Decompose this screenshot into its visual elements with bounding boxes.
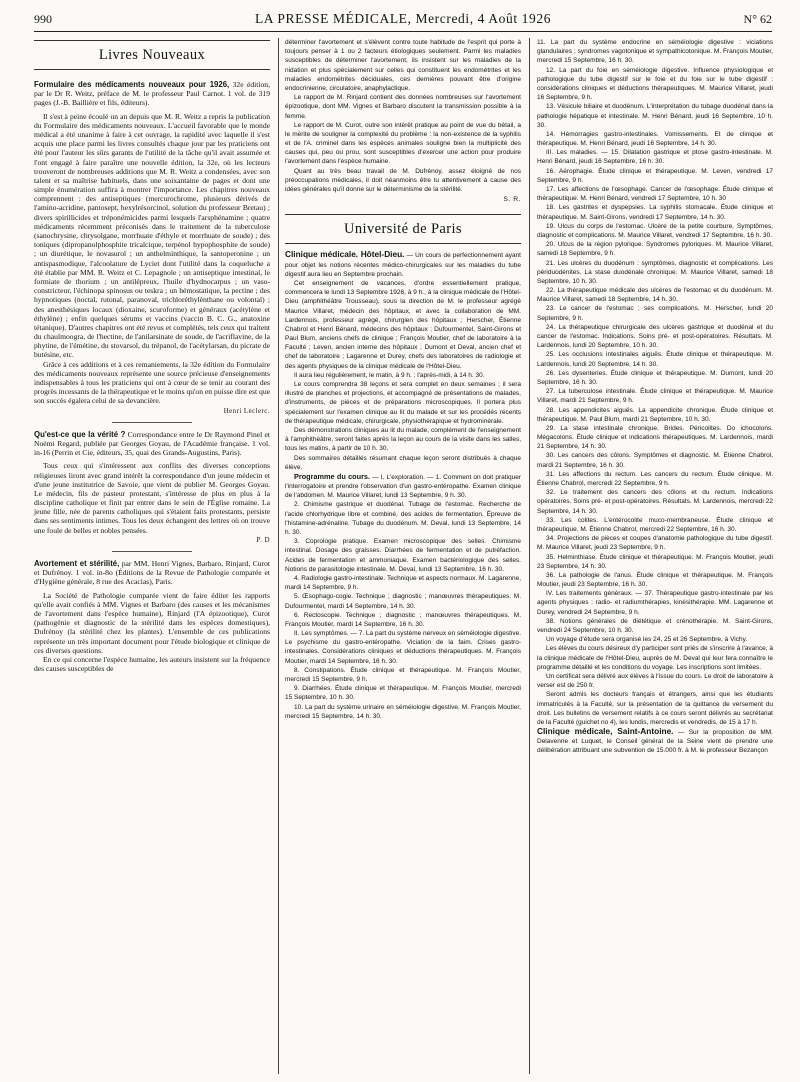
programme-item: 14. Hémorragies gastro-intestinales. Vomissements. Et de clinique et thérapeutique. M. Henri Bénard, jeudi 16 Septembre, 14 h. 30. [537, 130, 773, 148]
page-number: 990 [34, 12, 52, 26]
programme-item: 13. Vésicule biliaire et duodénum. L'interprétation du tubage duodénal dans la pathologie hépatique et intestinale. M. Henri Bénard, jeudi 16 Septembre, 10 h. 30. [537, 103, 773, 129]
page-header [34, 9, 772, 32]
programme-item: 25. Les occlusions intestinales aiguës. Étude clinique et thérapeutique. M. Lardennois, lundi 20 Septembre, 14 h. 30. [537, 351, 773, 368]
course-title: Clinique médicale, Saint-Antoine. [537, 726, 674, 737]
programme-item: 27. La tuberculose intestinale. Étude clinique et thérapeutique. M. Maurice Villaret, mardi 21 Septembre, 9 h. [537, 388, 773, 405]
course-paragraph: Cet enseignement de vacances, d'ordre essentiellement pratique, commencera le lundi 13 Septembre 1926, à 9 h., à la clinique médicale de l'Hôtel-Dieu (amphithéâtre Trousseau), sous la direction de M. le professeur agrégé Maurice Villaret, médecin des hôpitaux, et avec la collaboration de MM. Lardennois, professeur agrégé, chirurgien des hôpitaux ; Herscher, Étienne Chabrol et Henri Bénard, médecins des hôpitaux ; Dufourmentel, Saint-Girons et Paul Blum, anciens chefs de clinique ; François Moutier, chef de laboratoire à la Faculté ; Leven, ancien interne des hôpitaux ; Dumont et Deval, ancien chef et chef de laboratoire ; Lagarenne et Durey, chefs des laboratoires de radiologie et des agents physiques de la clinique médicale de l'Hôtel-Dieu. [285, 279, 521, 370]
review-continuation: déterminer l'avortement et s'élèvent contre toute habitude de l'esprit qui porte à toujours penser à 1 ou 2 facteurs étiologiques seulement. Parmi les maladies susceptibles de déterminer l'avortement, ils insistent sur les maladies de la nidation et plus spécialement sur celles qui constituent les endométrites et les maladies endométrites déciduales, ces dernières pouvant être d'origine endocrinienne, circulatoire, anaphylactique. [285, 39, 521, 92]
programme-item: 31. Les affections du rectum. Les cancers du rectum. Étude clinique. M. Étienne Chabrol, mercredi 22 Septembre, 9 h. [537, 470, 773, 487]
programme-item: 2. Chimisme gastrique et duodénal. Tubage de l'estomac. Recherche de l'acide chlorhydrique libre et combiné, des acides de fermentation. Épreuve de l'histamine-adrénaline. Tubage du duodénum. M. Deval, lundi 13 Septembre, 14 h. 30. [285, 501, 521, 536]
programme-item: 38. Notions générales de diététique et crénothérapie. M. Saint-Girons, vendredi 24 Septembre, 10 h. 30. [537, 617, 773, 634]
programme-item: 34. Projections de pièces et coupes d'anatomie pathologique du tube digestif. M. Maurice Villaret, jeudi 23 Septembre, 9 h. [537, 535, 773, 552]
programme-item: 21. Les ulcères du duodénum : symptômes, diagnostic et complications. Les périduodénites. La stase duodénale chronique. M. Maurice Villaret, samedi 18 Septembre, 10 h. 30. [537, 259, 773, 285]
column-rule-left [278, 38, 279, 1074]
programme-item: 10. La part du système urinaire en séméiologie digestive. M. François Moutier, mercredi 15 Septembre, 14 h. 30. [285, 703, 521, 720]
review-continuation: Le rapport de M. Rinjard contient des données nombreuses sur l'avortement épizootique, dont MM. Vignes et Barbaro discutent la transmission possible à la femme. [285, 94, 521, 120]
review-paragraph: Grâce à ces additions et à ces remaniements, la 32e édition du Formulaire des médicaments nouveaux représente une source précieuse d'enseignements indispensables à tous les praticiens qui ont à cœur de se tenir au courant des progrès incessants de la thérapeutique et le moins qu'on en puisse dire est que son succès égalera celui de sa devancière. [34, 359, 270, 406]
review-citation: par MM. Henri Vignes, Barbaro, Rinjard, Curot et Dufrénoy. 1 vol. in-8o (Éditions de la Revue de Pathologie comparée et d'Hygiène générale, 8 rue des Acacias), Paris. [34, 559, 270, 587]
review-continuation: Quant au très beau travail de M. Dufrénoy, assez éloigné de nos préoccupations médicales, il doit néanmoins être lu attentivement à cause des idées générales qu'il donne sur le déterminisme de la stérilité. [285, 167, 521, 193]
separator-line [112, 551, 192, 552]
course-paragraph: Des démonstrations cliniques au lit du malade, complément de l'enseignement à l'amphithéâtre, seront faites après la leçon au cours de la visite dans les salles, tous les matins, à partir de 10 h. 30. [285, 426, 521, 453]
column-rule-right [529, 38, 530, 1074]
column-left [34, 38, 270, 1074]
column-right [537, 38, 773, 1074]
issue-number: N° 62 [743, 12, 772, 26]
course-paragraph: Le cours comprendra 38 leçons et sera complet en deux semaines ; il sera illustré de planches et projections, et accompagné de présentations de malades, d'instruments, de pièces et de préparations microscopiques. Il portera plus spécialement sur l'examen clinique au lit du malade et sur les procédés récents de thérapeutique médicale, chirurgicale, physiothérapique et hydrominérale. [285, 381, 521, 425]
programme-item: 8. Constipations. Étude clinique et thérapeutique. M. François Moutier, mercredi 15 Septembre, 9 h. [285, 666, 521, 683]
programme-item: III. Les maladies. — 15. Dilatation gastrique et ptose gastro-intestinale. M. Henri Bénard, jeudi 16 Septembre, 16 h. 30. [537, 149, 773, 166]
programme-item: 18. Les gastrites et dyspepsies. La syphilis stomacale. Étude clinique et thérapeutique. M. Saint-Girons, vendredi 17 Septembre, 14 h. 30. [537, 204, 773, 221]
programme-item: 19. Ulcus du corps de l'estomac. Ulcère de la petite courbure. Symptômes, diagnostic et complications. M. Maurice Villaret, vendredi 17 Septembre, 16 h. 30. [537, 222, 773, 239]
masthead: LA PRESSE MÉDICALE, Mercredi, 4 Août 1926 [254, 11, 552, 26]
programme-item: II. Les symptômes. — 7. La part du système nerveux en séméiologie digestive. Le psychisme du gastro-entéropathe. Viciation de la faim. Crises gastro-intestinales. Considérations cliniques et déductions thérapeutiques. M. François Moutier, mardi 14 Septembre, 16 h. 30. [285, 630, 521, 665]
course-intro: — Un cours de perfectionnement ayant pour objet les notions récentes médico-chirurgicales sur les maladies du tube digestif aura lieu en Septembre prochain. [285, 252, 521, 278]
programme-item: 9. Diarrhées. Étude clinique et thérapeutique. M. François Moutier, mercredi 15 Septembre, 10 h. 30. [285, 685, 521, 702]
separator-line [112, 422, 192, 423]
course-heading-hotel-dieu [285, 250, 521, 279]
programme-item: 36. La pathologie de l'anus. Étude clinique et thérapeutique. M. François Moutier, jeudi 23 Septembre, 16 h. 30. [537, 571, 773, 589]
programme-item: Programme du cours. — I. L'exploration. — 1. Comment on doit pratiquer l'interrogatoire et prendre l'observation d'un gastro-entéropathe. Examen clinique de l'abdomen. M. Maurice Villaret, lundi 13 Septembre, 9 h. 30. [285, 471, 521, 500]
review-citation: 32e édition, par le Dr R. Weitz, préface de M. le professeur Paul Carnot. 1 vol. de 319 pages (J.-B. Baillière et fils, éditeurs). [34, 80, 270, 108]
programme-item: 35. Helminthiase. Étude clinique et thérapeutique. M. François Moutier, jeudi 23 Septembre, 14 h. 30. [537, 553, 773, 570]
review-heading-avortement [34, 559, 270, 587]
programme-item: 17. Les affections de l'œsophage. Cancer de l'œsophage. Étude clinique et thérapeutique. M. Henri Bénard, vendredi 17 Septembre, 10 h. 30 [537, 186, 773, 203]
programme-label: Programme du cours. [294, 471, 371, 481]
programme-item: 24. La thérapeutique chirurgicale des ulcères gastrique et duodénal et du cancer de l'estomac. Indications. Soins pré- et post-opératoires. Résultats. M. Lardennois, lundi 20 Septembre, 10 h. 30. [537, 323, 773, 350]
programme-item: 33. Les colites. L'entérocolite muco-membraneuse. Étude clinique et thérapeutique. M. Étienne Chabrol, mercredi 22 Septembre, 16 h. 30. [537, 516, 773, 533]
review-signature: P. D [256, 536, 270, 544]
section-title-universite: Université de Paris [285, 214, 521, 244]
course-note: Les élèves du cours désireux d'y participer sont priés de s'inscrire à l'avance, à la clinique médicale de l'Hôtel-Dieu, auprès de M. Deval qui leur fera connaître le programme détaillé et les conditions du voyage. Les inscriptions sont limitées. [537, 645, 773, 671]
course-paragraph: Il aura lieu régulièrement, le matin, à 9 h. ; l'après-midi, à 14 h. 30. [294, 371, 485, 379]
review-signature: S. R. [503, 196, 521, 204]
course-note: Un certificat sera délivré aux élèves à l'issue du cours. Le droit de laboratoire à verser est de 250 fr. [537, 672, 773, 690]
programme-item: 4. Radiologie gastro-intestinale. Technique et aspects normaux. M. Lagarenne, mardi 14 Septembre, 9 h. [285, 574, 521, 592]
course-note: Seront admis les docteurs français et étrangers, ainsi que les étudiants immatriculés à la Faculté, sur la présentation de la quittance de versement du droit. Les bulletins de versement relatifs à ce cours seront délivrés au secrétariat de la Faculté (guichet no 4), les lundis, mercredis et vendredis, de 15 à 17 h. [537, 691, 773, 726]
programme-item: 12. La part du foie en séméiologie digestive. Influence physiologique et pathologique du tube digestif sur le foie et du foie sur le tube digestif : considérations cliniques et déductions thérapeutiques. M. Maurice Villaret, jeudi 16 Septembre, 9 h. [537, 66, 773, 102]
review-title: Qu'est-ce que la vérité ? [34, 429, 126, 439]
section-title-livres: Livres Nouveaux [34, 40, 270, 70]
programme-item: 6. Rectoscopie. Technique ; diagnostic ; manœuvres thérapeutiques. M. François Moutier, mardi 14 Septembre, 16 h. 30. [285, 611, 521, 628]
programme-item: 22. La thérapeutique médicale des ulcères de l'estomac et du duodénum. M. Maurice Villaret, samedi 18 Septembre, 14 h. 30. [537, 287, 773, 304]
review-paragraph: Il s'est à peine écoulé un an depuis que M. R. Weitz a repris la publication du Formulaire des médicaments nouveaux. L'accueil favorable que le monde médical a été unanime à faire à cet ouvrage, la rapidité avec laquelle il s'est acquis une place parmi les livres consultés chaque jour par les praticiens ont été pour l'auteur les sûrs garants de l'utilité de la tâche qu'il avait assumée et l'ont engagé à faire paraître une nouvelle édition, la 32e, où les lecteurs trouveront de nombreuses additions que M. R. Weitz a condensées, avec son talent et sa maîtrise habituels, dans une soixantaine de pages et dont une simple énumération suffira à montrer l'importance. Les chapitres nouveaux comprennent : des antiseptiques (mercurochrome, plusieurs dérivés de l'amino-acridine, pantosept, hexylrésorcinol, solution du professeur Bretau) ; divers spirillicides et tréponémicides parmi lesquels l'arsphénamine ; quatre médicaments récemment préconisés dans le traitement de la tuberculose (sanochrysine, chrysolgane, morrhuate d'éthyle et morrhuate de soude) ; des toniques (dipropanolphosphite tricalcique, terpénol hypophosphite de soude) ; un diurétique, le novasurol ; un anthelminthique, la santoperonine ; un antispasmodique, l'alcoolature de Lyciet dont l'utilité dans la coqueluche a été établie par MM. R. Weitz et C. Lepagnole ; un antiseptique intestinal, le formiate de thorium ; un antilépreux, l'huile d'hydnocarpus ; un vaso-constricteur, l'échinopa spinosus ou teskra ; un hémostatique, la pectine ; des hypnotiques (noctal, rutonal, paranoval, trichloréthylènthane ou volontal) ; des anesthésiques locaux (dioxaine, scuroforme) et généraux (acétylène et éthylène) ; enfin quelques sérums et vaccins (vaccin B. C. G., anatoxine tétanique). D'autres chapitres ont été revus et complétés, tels ceux qui traitent du chaulmoogra, de l'hectine, de l'anilarsinate de soude, de l'acriflavine, de la phytine, de l'émétine, du stovarsol, du trépanol, de l'acétylarsan, du picrate de butésine, etc. [34, 111, 270, 360]
review-continuation: Le rapport de M. Curot, outre son intérêt pratique au point de vue du bétail, a le mérite de souligner la complexité du problème : la non-existence de la syphilis et de l'A. criminel dans les espèces animales souligne bien la multiplicité des causes qui, peu ou prou, sont susceptibles d'exercer une action pour produire l'avortement dans l'espèce humaine. [285, 121, 521, 166]
programme-item: 16. Aérophagie. Étude clinique et thérapeutique. M. Leven, vendredi 17 Septembre, 9 h. [537, 167, 773, 184]
programme-item: IV. Les traitements généraux. — 37. Thérapeutique gastro-intestinale par les agents physiques : radio- et radiumthérapies, kinésithérapie. MM. Lagarenne et Durey, vendredi 24 Septembre, 9 h. [537, 590, 773, 616]
review-signature: Henri Leclerc. [223, 407, 270, 415]
review-heading-formulaire [34, 80, 270, 108]
review-citation: Correspondance entre le Dr Raymond Pinel et Noémi Regard, publiée par Georges Goyau, de l'Académie française. 1 vol. in-16 (Perrin et Cie, éditeurs, 35, quai des Grands-Augustins, Paris). [34, 429, 270, 458]
programme-item: 5. Œsophago-cogie. Technique ; diagnostic ; manœuvres thérapeutiques. M. Dufourmentel, mardi 14 Septembre, 14 h. 30. [285, 593, 521, 610]
programme-item: 26. Les dysenteries. Étude clinique et thérapeutique. M. Dumont, lundi 20 Septembre, 16 h. 30. [537, 369, 773, 386]
programme-item: 3. Coprologie pratique. Examen microscopique des selles. Chimisme intestinal. Dosage des graisses. Diarrhées de fermentation et de putréfaction. Acides de fermentation et ammoniaque. Examen bactériologique des selles. Notions de parasitologie intestinale. M. Deval, lundi 13 Septembre, 16 h. 30. [285, 538, 521, 573]
programme-item: 28. Les appendicites aiguës. La appendicite chronique. Étude clinique et thérapeutique. M. Paul Blum, mardi 21 Septembre, 10 h. 30. [537, 406, 773, 423]
programme-item: 30. Les cancers des côlons. Symptômes et diagnostic. M. Étienne Chabrol, mardi 21 Septembre, 16 h. 30. [537, 452, 773, 469]
review-title: Avortement et stérilité, [34, 559, 120, 568]
programme-item: 29. La stase intestinale chronique. Brides. Péricolites. Do ichocolons. Mégacolons. Étude clinique et indications thérapeutiques. M. Lardennois, mardi 21 Septembre, 14 h. 30. [537, 424, 773, 451]
review-paragraph: La Société de Pathologie comparée vient de faire éditer les rapports qu'elle avait confiés à MM. Vignes et Barbaro (des causes et les mécanismes de l'avortement dans l'espèce humaine), Rinjard (l'A épizootique), Curot (pathogénie et diagnostic de la stérilité dans les espèces domestiques), Dufrénoy (la stérilité chez les plantes). L'ensemble de ces publications représente un très important document pour l'étude biologique et clinique de ces diverses questions. [34, 590, 270, 655]
column-middle [285, 38, 521, 1074]
course-text: — Sur la proposition de MM. Delavenne et Luquet, le Conseil général de la Seine vient de prendre une délibération attribuant une subvention de 15.000 fr. à M. le professeur Bezançon [537, 729, 773, 755]
course-title: Clinique médicale. Hôtel-Dieu. [285, 249, 405, 260]
review-paragraph: Tous ceux qui s'intéressent aux conflits des diverses conceptions religieuses liront avec grand intérêt la correspondance d'un jeune médecin et d'une jeune institutrice de Savoie, que vient de publier M. Georges Goyau. Le médecin, fils de pasteur protestant, s'intéresse de plus en plus à la discipline catholique et finit par entrer dans le sein de l'Église romaine. La jeune fille, née de parents catholiques qui s'étaient faits protestants, persiste dans ses sentiments intimes. Tous les deux échangent des lettres où on trouve une foule de belles et nobles pensées. [34, 461, 270, 535]
programme-item: 23. Le cancer de l'estomac ; ses complications. M. Herscher, lundi 20 Septembre, 9 h. [537, 305, 773, 322]
programme-item: 11. La part du système endocrine en séméiologie digestive : viciations glandulaires ; syndromes vagotonique et sympathicotonique. M. François Moutier, mercredi 15 Septembre, 16 h. 30. [537, 39, 773, 65]
programme-item: Un voyage d'étude sera organisé les 24, 25 et 26 Septembre, à Vichy. [546, 636, 748, 644]
review-paragraph: En ce qui concerne l'espèce humaine, les auteurs insistent sur la fréquence des causes susceptibles de [34, 654, 270, 674]
programme-item: 20. Ulcus de la région pylorique. Syndromes pyloriques. M. Maurice Villaret, samedi 18 Septembre, 9 h. [537, 241, 773, 258]
course-paragraph: Des sommaires détaillés résumant chaque leçon seront distribués à chaque élève. [285, 454, 521, 471]
review-title: Formulaire des médicaments nouveaux pour 1926, [34, 80, 230, 89]
review-heading-verite [34, 430, 270, 458]
programme-item: 32. Le traitement des cancers des côlons et du rectum. Indications opératoires. Soins pré- et post-opératoires. Résultats. M. Lardennois, mercredi 22 Septembre, 14 h. 30. [537, 489, 773, 515]
course-heading-saint-antoine [537, 727, 773, 756]
